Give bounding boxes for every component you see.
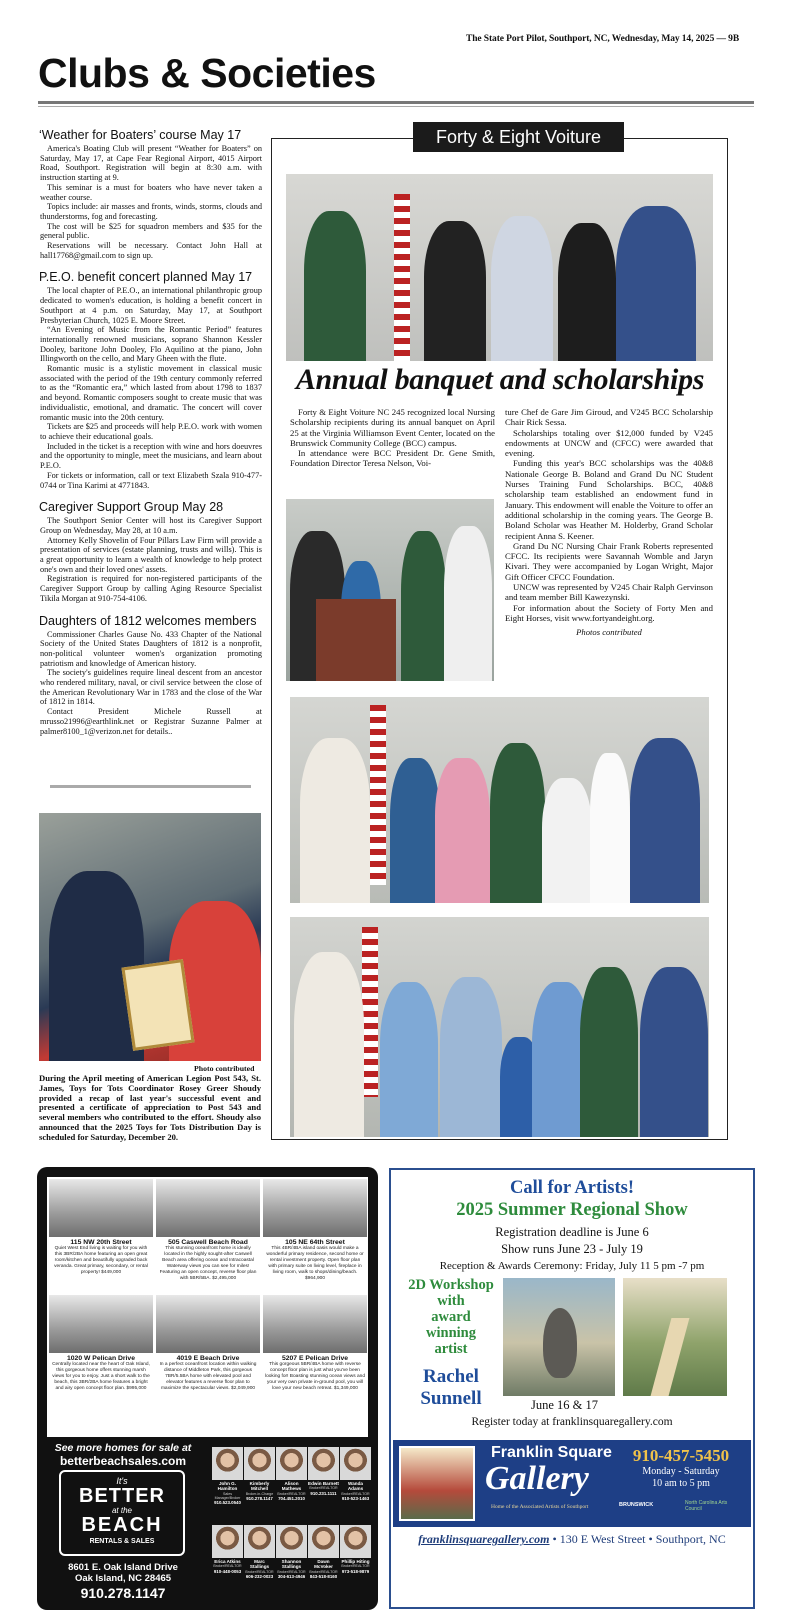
agent-phone: 304-613-4946 — [277, 1574, 306, 1580]
paragraph: ture Chef de Gare Jim Giroud, and V245 BCC Scholarship Chair Rick Sessa. — [505, 407, 713, 428]
agent-card — [276, 1447, 307, 1501]
photo-figure — [590, 753, 630, 903]
agent-phone: 910.523.0540 — [214, 1500, 241, 1506]
website-link[interactable]: betterbeachsales.com — [59, 1454, 187, 1468]
photo-figure — [300, 738, 370, 903]
reception-info: Reception & Awards Ceremony: Friday, July 11 5 pm -7 pm — [439, 1260, 705, 1272]
gallery-hours: Monday - Saturday — [642, 1466, 720, 1477]
house-photo — [263, 1179, 367, 1237]
paragraph: For tickets or information, call or text Elizabeth Szala 910-477-0744 or Tina Karimi at 4771843. — [40, 470, 262, 490]
feature-column-2 — [505, 407, 713, 638]
agent-phone: 973-518-9879 — [341, 1568, 370, 1574]
gallery-brand: Franklin Square — [491, 1444, 612, 1461]
artist-first-name: Rachel — [423, 1366, 479, 1387]
sponsor-logo: North Carolina Arts Council — [685, 1500, 728, 1512]
photo-figure — [630, 738, 700, 903]
workshop-line: winning — [426, 1325, 476, 1341]
photo-figure — [542, 778, 592, 903]
photo-figure — [491, 216, 553, 361]
paragraph: Reservations will be necessary. Contact John Hall at hall17768@gmail.com to sign up. — [40, 241, 262, 260]
gallery-footer — [391, 1532, 753, 1547]
photo-figure — [380, 982, 438, 1137]
agent-title: Broker/REALTOR — [277, 1569, 306, 1574]
listing-address: 4019 E Beach Drive — [176, 1355, 240, 1362]
listing[interactable] — [49, 1179, 153, 1276]
photo-figure — [490, 743, 545, 903]
photo-figure — [390, 758, 440, 903]
house-photo — [49, 1179, 153, 1237]
agent-card — [308, 1447, 339, 1496]
logo-text: It's — [116, 1476, 128, 1486]
gallery-brand-script: Gallery — [485, 1460, 589, 1497]
paragraph: “An Evening of Music from the Romantic Period” features internationally renowned musicians, soprano Shannon Kessler Dooley, baritone John Dooley, Flo Aquilino at the piano, John Illingworth on the cello, and Mary Gheen with the flute. — [40, 325, 262, 364]
listings-panel — [47, 1177, 368, 1437]
left-column — [40, 128, 262, 746]
path-shape — [651, 1318, 690, 1396]
call-for-artists-title: Call for Artists! — [510, 1178, 634, 1198]
logo-text: RENTALS & SALES — [89, 1538, 155, 1545]
agent-title: Broker/REALTOR — [341, 1491, 370, 1496]
feature-column-1 — [290, 407, 495, 469]
agent-title: Broker/REALTOR — [245, 1569, 274, 1574]
better-at-the-beach-ad — [37, 1167, 378, 1610]
house-photo — [263, 1295, 367, 1353]
registration-deadline: Registration deadline is June 6 — [495, 1225, 649, 1239]
agent-title: Sales Manager/Broker — [214, 1491, 241, 1501]
us-flag — [394, 194, 410, 361]
listing[interactable] — [263, 1179, 367, 1281]
agent-title: Broker/REALTOR — [213, 1564, 242, 1569]
paragraph: America's Boating Club will present “Weather for Boaters” on Saturday, May 17, at Cape Fear Regional Airport, 4015 Airport Road, Southport. Registration will begin at 8:30 a.m. with instruction starting at 9. — [40, 144, 262, 183]
paragraph: UNCW was represented by V245 Chair Ralph Gervinson and team member Bill Kawezynski. — [505, 582, 713, 603]
photo-figure — [558, 223, 616, 361]
agent-name: Dawn McVoker — [314, 1559, 333, 1570]
article-caregiver — [40, 500, 262, 603]
better-beach-logo — [59, 1470, 185, 1556]
agent-title: Broker/REALTOR — [277, 1491, 306, 1496]
avatar — [340, 1447, 371, 1480]
gallery-building-image — [399, 1446, 475, 1521]
agent-name: Marc Stallings — [249, 1559, 270, 1570]
feature-box-title: Forty & Eight Voiture — [413, 122, 624, 152]
paragraph: Funding this year's BCC scholarships was the 40&8 Nationale George B. Boland and Grand Du NC Student Nurses Training Fund Scholarships. BCC, 40&8 scholarship team established an endowment fund in January. This endowment will enable the Voiture to offer an additional scholarship in the coming years. The George B. Boland Scholar was Heather M. Holderby, Grand Scholar recipient Anna S. Keener. — [505, 458, 713, 541]
workshop-title — [397, 1277, 505, 1357]
avatar — [276, 1447, 307, 1480]
listing-description: This stunning oceanfront home is ideally located in the highly sought-after Caswell Beach area offering ocean and Intracoastal Waterway views you can see for miles! Featuring an open concept, reverse floor plan with 5BR/5BA. $2,495,000 — [159, 1246, 257, 1281]
banquet-photo-1 — [286, 174, 713, 361]
agent-name: Kimberly Mitchell — [249, 1481, 270, 1492]
avatar — [212, 1525, 243, 1558]
listing[interactable] — [49, 1295, 153, 1392]
agent-phone: 910-448-0053 — [213, 1568, 242, 1574]
agent-phone: 910-523-1463 — [341, 1496, 370, 1502]
article-title: Caregiver Support Group May 28 — [39, 500, 224, 515]
article-title: P.E.O. benefit concert planned May 17 — [39, 270, 253, 285]
address-line: 8601 E. Oak Island Drive — [68, 1562, 178, 1573]
listing-address: 5207 E Pelican Drive — [281, 1355, 349, 1362]
avatar — [244, 1525, 275, 1558]
agent-card — [276, 1525, 307, 1579]
paragraph: Forty & Eight Voiture NC 245 recognized local Nursing Scholarship recipients during its annual banquet on April 25 at the Virginia Williamson Event Center, located on the Brunswick Community College (BCC) campus. — [290, 407, 495, 448]
photo-figure — [435, 758, 490, 903]
photo-figure — [444, 526, 492, 681]
artist-last-name: Sunnell — [420, 1388, 482, 1409]
photo-figure — [580, 967, 638, 1137]
paragraph: Attorney Kelly Shovelin of Four Pillars Law Firm will provide a presentation of services (estate planning, trusts and wills). This is a great opportunity to learn a wealth of knowledge to help protect one's own and their loved ones' assets. — [40, 535, 262, 574]
listing-description: This 4BR/4BA island oasis would make a wonderful primary residence, second home or rental investment property. Open floor plan with primary suite on living level, fireplace in living room, walk to shops/dining/beach. $964,900 — [266, 1246, 364, 1281]
house-photo — [49, 1295, 153, 1353]
banquet-photo-2 — [286, 499, 494, 681]
us-flag — [370, 705, 386, 885]
photo-figure — [440, 977, 502, 1137]
gallery-banner — [393, 1440, 751, 1527]
paragraph: This seminar is a must for boaters who have never taken a weather course. — [40, 182, 262, 202]
pelican-shape — [543, 1308, 577, 1378]
agent-phone: 843-518-8160 — [309, 1574, 338, 1580]
photo-figure — [304, 211, 366, 361]
paragraph: Grand Du NC Nursing Chair Frank Roberts represented CFCC. Its recipients were Savannah Womble and Jaryn Kivari. They were accompanied by Logan Wright, Major Gift Officer CFCC Foundation. — [505, 540, 713, 582]
paragraph: Scholarships totaling over $12,000 funded by V245 endowments at UNCW and (CFCC) were awarded that evening. — [505, 427, 713, 459]
office-address — [43, 1562, 203, 1601]
pelican-painting — [503, 1278, 615, 1396]
agent-phone: 910.231.1111 — [310, 1490, 337, 1496]
agent-name: Shannon Stallings — [281, 1559, 302, 1570]
show-dates: Show runs June 23 - July 19 — [501, 1242, 643, 1256]
photo-figure — [294, 952, 364, 1137]
listing[interactable] — [156, 1295, 260, 1392]
avatar — [244, 1447, 275, 1480]
paragraph: The Southport Senior Center will host its Caregiver Support Group on Wednesday, May 28, at 10 a.m. — [40, 516, 262, 535]
gallery-phone: 910-457-5450 — [632, 1446, 730, 1465]
page-header-line: The State Port Pilot, Southport, NC, Wednesday, May 14, 2025 — 9B — [466, 34, 740, 44]
agent-card — [244, 1525, 275, 1579]
house-photo — [156, 1179, 260, 1237]
listing-description: Quiet West End living is waiting for you with this 3BR/2BA home featuring an open great room/kitchen and beautifully upgraded back veranda. Great primary, secondary, or rental property! $449,000 — [54, 1246, 148, 1275]
photos-credit: Photos contributed — [576, 627, 642, 638]
paragraph: The cost will be $25 for squadron members and $35 for the general public. — [40, 221, 262, 241]
feature-headline: Annual banquet and scholarships — [295, 363, 705, 396]
article-weather — [40, 128, 262, 260]
photo-figure — [424, 221, 486, 361]
agent-card — [308, 1525, 339, 1579]
gallery-website-link[interactable]: franklinsquaregallery.com — [418, 1532, 550, 1546]
podium — [316, 599, 396, 681]
agents-grid — [212, 1447, 372, 1607]
workshop-line: with — [437, 1293, 465, 1309]
sponsor-logo: BRUNSWICK — [619, 1502, 654, 1508]
listing-address: 105 NE 64th Street — [285, 1239, 345, 1246]
avatar — [308, 1447, 339, 1480]
agent-card — [212, 1447, 243, 1505]
title-rule-thin — [38, 106, 754, 107]
address-line: Oak Island, NC 28465 — [74, 1573, 172, 1584]
article-daughters-1812 — [40, 614, 262, 737]
agent-phone: 606-232-0023 — [245, 1574, 274, 1580]
legion-caption: During the April meeting of American Legion Post 543, St. James, Toys for Tots Coordinator Rosey Greer Shoudy provided a recap of last year's successful event and presented a certificate of appreciation to Post 543 and several members who contributed to the effort. Shoudy also announced that the 2025 Toys for Tots Distribution Day is scheduled for Saturday, December 20. — [39, 1073, 261, 1142]
logo-text: BETTER — [79, 1485, 165, 1507]
article-title: Daughters of 1812 welcomes members — [39, 613, 257, 628]
marsh-painting — [623, 1278, 727, 1396]
logo-text: at the — [111, 1506, 132, 1515]
paragraph: Registration is required for non-registered participants of the Caregiver Support Group by calling Aging Resource Specialist Tikila Morgan at 910-754-4106. — [40, 574, 262, 603]
workshop-line: award — [431, 1309, 471, 1325]
agent-title: Broker-in-Charge — [245, 1491, 274, 1496]
article-title: ‘Weather for Boaters’ course May 17 — [39, 128, 242, 142]
workshop-line: 2D Workshop — [408, 1277, 494, 1293]
page-title: Clubs & Societies — [38, 50, 376, 96]
agent-title: Broker/REALTOR — [341, 1564, 370, 1569]
workshop-line: artist — [434, 1341, 468, 1357]
agent-phone: 704.451.2010 — [278, 1496, 305, 1502]
agent-name: Phillip Hiting — [341, 1559, 370, 1564]
certificate — [121, 959, 194, 1051]
agent-name: Alison Mathews — [281, 1481, 302, 1492]
logo-text: BEACH — [81, 1514, 163, 1536]
gallery-hours: 10 am to 5 pm — [652, 1478, 710, 1489]
agent-name: Wanda Adams — [347, 1481, 364, 1492]
gallery-subtitle: Home of the Associated Artists of Southport — [491, 1504, 589, 1510]
agent-phone: 910.278.1147 — [246, 1496, 273, 1502]
listing-description: Centrally located near the heart of Oak Island, this gorgeous home offers stunning marsh views for you to enjoy. Just a short walk to the beach, this 3BR/2BA home features a bright and airy open concept floor plan. $995,000 — [52, 1362, 150, 1391]
avatar — [308, 1525, 339, 1558]
agent-title: Broker/REALTOR — [309, 1486, 338, 1491]
agent-name: Edwin Barnett — [308, 1481, 339, 1486]
register-text: Register today at franklinsquaregallery.com — [471, 1416, 673, 1428]
photo-figure — [640, 967, 708, 1137]
listing-description: In a perfect oceanfront location within walking distance of Middleton Park, this gorgeous 7BR/5.5BA home with elevated pool and elevator features a reverse floor plan to maximize the spectacular views. $2,049,900 — [159, 1362, 257, 1391]
listing[interactable] — [156, 1179, 260, 1281]
us-flag — [362, 927, 378, 1097]
paragraph: Contact President Michele Russell at mrusso21996@earthlink.net or Registrar Suzanne Palmer at palmer8100_1@verizon.net for details.. — [40, 707, 262, 736]
legion-photo — [39, 813, 261, 1061]
paragraph: The local chapter of P.E.O., an international philanthropic group dedicated to women's education, is holding a benefit concert in Southport at 4 p.m. on Saturday, May 17, at Southport Presbyterian Church, 1025 E. Moore Street. — [40, 286, 262, 325]
agent-name: Erica Atkins — [214, 1559, 241, 1564]
paragraph: The society's guidelines require lineal descent from an ancestor who rendered military, naval, or civil service between the close of the American Revolutionary War in 1783 and the close of the War of 1812 in 1814. — [40, 668, 262, 707]
paragraph: For information about the Society of Forty Men and Eight Horses, visit www.fortyandeight.org. — [505, 602, 713, 623]
avatar — [340, 1525, 371, 1558]
paragraph: In attendance were BCC President Dr. Gene Smith, Foundation Director Teresa Nelson, Voi- — [290, 448, 495, 469]
photo-figure — [401, 531, 446, 681]
agent-card — [244, 1447, 275, 1501]
avatar — [212, 1447, 243, 1480]
avatar — [276, 1525, 307, 1558]
artist-name — [397, 1366, 505, 1410]
paragraph: Romantic music is a stylistic movement in classical music associated with the period of the 19th century commonly referred to as the “Romantic era,” which lasted from about 1798 to 1837 and beyond. Romantic composers sought to create music that was individualistic, emotional, and dramatic. The concert will cover romantic music into the 20th century. — [40, 364, 262, 422]
workshop-dates: June 16 & 17 — [531, 1398, 599, 1412]
agent-title: Broker/REALTOR — [309, 1569, 338, 1574]
more-homes-text — [43, 1442, 203, 1468]
photo-figure — [616, 206, 696, 361]
listing[interactable] — [263, 1295, 367, 1392]
house-photo — [156, 1295, 260, 1353]
agent-card — [340, 1447, 371, 1501]
photo-credit: Photo contributed — [194, 1064, 255, 1073]
banquet-photo-3 — [290, 697, 709, 903]
gallery-address: • 130 E West Street • Southport, NC — [549, 1532, 726, 1546]
column-divider — [50, 785, 251, 788]
listing-address: 505 Caswell Beach Road — [168, 1239, 248, 1246]
more-homes-label: See more homes for sale at — [54, 1442, 192, 1454]
banquet-photo-4 — [290, 917, 709, 1137]
summer-show-title: 2025 Summer Regional Show — [456, 1200, 688, 1220]
article-peo — [40, 270, 262, 490]
agent-card — [340, 1525, 371, 1574]
agent-card — [212, 1525, 243, 1574]
agent-name: John G. Hamilton — [217, 1481, 238, 1492]
paragraph: Commissioner Charles Gause No. 433 Chapter of the National Society of the United States Daughters of 1812 is a nonprofit, non-political volunteer women's organization promoting patriotism and knowledge of American history. — [40, 629, 262, 668]
listing-description: This gorgeous 5BR/4BA home with reverse concept floor plan is just what you've been looking for! Boasting stunning ocean views and your very own private in-ground pool, you will love your new beach retreat. $1,349,000 — [265, 1362, 365, 1391]
franklin-square-gallery-ad — [389, 1168, 755, 1609]
office-phone: 910.278.1147 — [80, 1585, 166, 1601]
paragraph: Topics include: air masses and fronts, winds, storms, clouds and thunderstorms, fog and forecasting. — [40, 202, 262, 221]
paragraph: Tickets are $25 and proceeds will help P.E.O. work with women to achieve their educational goals. — [40, 422, 262, 441]
listing-address: 115 NW 20th Street — [70, 1239, 132, 1246]
title-rule — [38, 101, 754, 104]
paragraph: Included in the ticket is a reception with wine and hors doeuvres and the opportunity to mingle, meet the musicians, and learn about P.E.O. — [40, 441, 262, 471]
listing-address: 1020 W Pelican Drive — [66, 1355, 135, 1362]
